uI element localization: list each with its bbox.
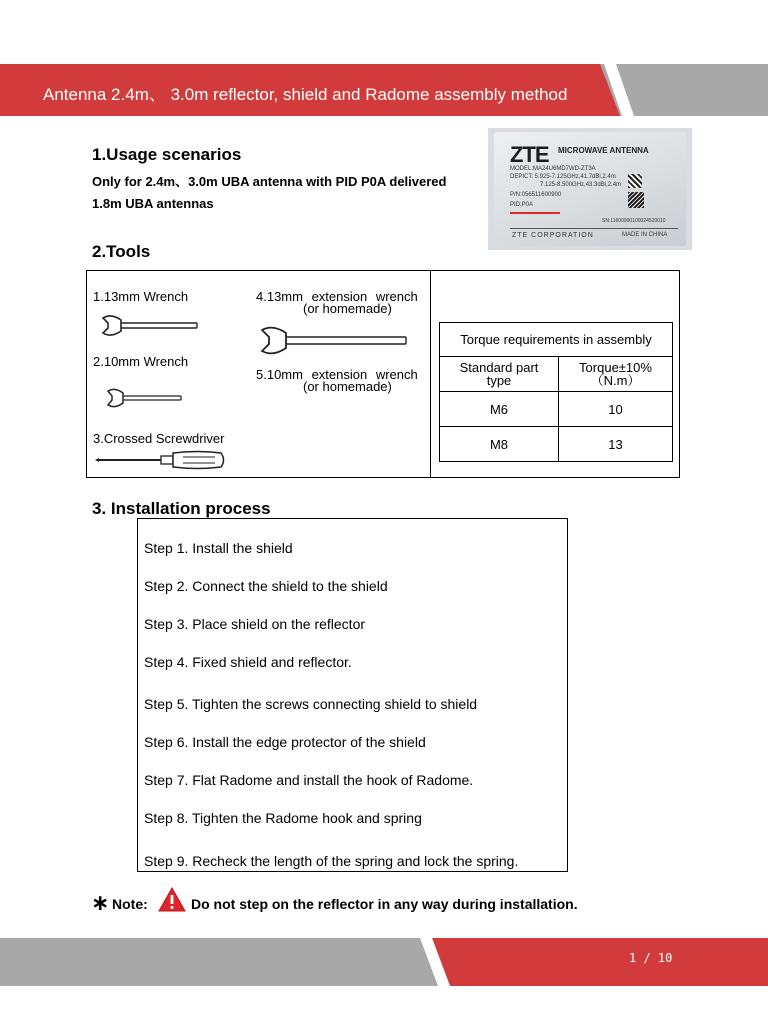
label-product: MICROWAVE ANTENNA bbox=[558, 146, 649, 155]
torque-table bbox=[439, 322, 673, 462]
label-pn: P/N:056511600900 bbox=[510, 192, 562, 198]
tool-13mm-extension-sub: (or homemade) bbox=[303, 301, 392, 316]
tool-10mm-extension-label: 5.10mm extension wrench bbox=[256, 367, 418, 382]
wrench-10mm-icon bbox=[105, 388, 185, 408]
warning-icon bbox=[158, 887, 186, 912]
label-pid-underline bbox=[510, 212, 560, 214]
note-text: Do not step on the reflector in any way during installation. bbox=[191, 896, 578, 912]
table-row bbox=[440, 427, 673, 462]
list-item: Step 1. Install the shield bbox=[144, 540, 293, 556]
tool-screwdriver-label: 3.Crossed Screwdriver bbox=[93, 431, 225, 446]
usage-line-1: Only for 2.4m、3.0m UBA antenna with PID P0A delivered bbox=[92, 174, 447, 189]
tool-10mm-wrench-label: 2.10mm Wrench bbox=[93, 354, 189, 369]
document-title: Antenna 2.4m、 3.0m reflector, shield and Radome assembly method bbox=[43, 85, 568, 104]
qr-code-icon bbox=[628, 192, 644, 208]
torque-part-cell: M8 bbox=[440, 427, 559, 462]
label-pid: PID:P0A bbox=[510, 202, 534, 208]
label-depict2: 7.125-8.500GHz,43.3dBi,2.4m bbox=[540, 182, 622, 188]
torque-header-part bbox=[440, 357, 559, 392]
label-corp: ZTE CORPORATION bbox=[512, 232, 594, 239]
note-star: ∗ bbox=[91, 890, 110, 915]
label-model: MODEL:MA24U6MD7WD-ZT3A bbox=[510, 166, 596, 172]
label-depict1: DEPICT: 5.925-7.125GHz,41.7dBi,2.4m bbox=[510, 174, 616, 180]
section-title-installation: 3. Installation process bbox=[92, 499, 271, 518]
torque-header-part-l1: Standard part bbox=[459, 360, 539, 375]
torque-table-caption: Torque requirements in assembly bbox=[440, 323, 673, 357]
tool-13mm-extension-label: 4.13mm extension wrench bbox=[256, 289, 418, 304]
page-number: 1 / 10 bbox=[629, 951, 673, 965]
tool-10mm-extension-sub: (or homemade) bbox=[303, 379, 392, 394]
torque-part-cell: M6 bbox=[440, 392, 559, 427]
label-made: MADE IN CHINA bbox=[622, 232, 668, 238]
list-item: Step 7. Flat Radome and install the hook of Radome. bbox=[144, 772, 474, 788]
tool-13mm-wrench-label: 1.13mm Wrench bbox=[93, 289, 189, 304]
section-title-usage: 1.Usage scenarios bbox=[92, 145, 242, 164]
list-item: Step 4. Fixed shield and reflector. bbox=[144, 654, 352, 670]
section-title-tools: 2.Tools bbox=[92, 242, 151, 261]
note-label: Note: bbox=[112, 896, 148, 912]
torque-value-cell: 13 bbox=[559, 427, 673, 462]
list-item: Step 2. Connect the shield to the shield bbox=[144, 578, 388, 594]
wrench-13mm-icon bbox=[99, 314, 201, 338]
list-item: Step 8. Tighten the Radome hook and spring bbox=[144, 810, 422, 826]
qr-code-icon bbox=[628, 174, 642, 188]
label-sn: SN:11600900100024520010 bbox=[602, 218, 666, 224]
table-row bbox=[440, 392, 673, 427]
label-brand: ZTE bbox=[510, 142, 549, 167]
label-divider bbox=[510, 228, 678, 229]
torque-header-torque-l1: Torque±10% bbox=[579, 360, 652, 375]
torque-header-part-l2: type bbox=[486, 373, 512, 388]
screwdriver-icon bbox=[93, 448, 228, 474]
extension-wrench-13mm-icon bbox=[258, 325, 410, 357]
product-label-photo bbox=[488, 128, 692, 250]
list-item: Step 6. Install the edge protector of the shield bbox=[144, 734, 426, 750]
list-item: Step 3. Place shield on the reflector bbox=[144, 616, 366, 632]
torque-value-cell: 10 bbox=[559, 392, 673, 427]
torque-header-torque bbox=[559, 357, 673, 392]
footer-banner-red bbox=[432, 938, 768, 986]
usage-line-2: 1.8m UBA antennas bbox=[92, 196, 214, 211]
list-item: Step 9. Recheck the length of the spring and lock the spring. bbox=[144, 853, 519, 869]
torque-header-torque-l2: （N.m） bbox=[590, 373, 641, 388]
tools-box-divider bbox=[430, 270, 431, 478]
list-item: Step 5. Tighten the screws connecting shield to shield bbox=[144, 696, 478, 712]
